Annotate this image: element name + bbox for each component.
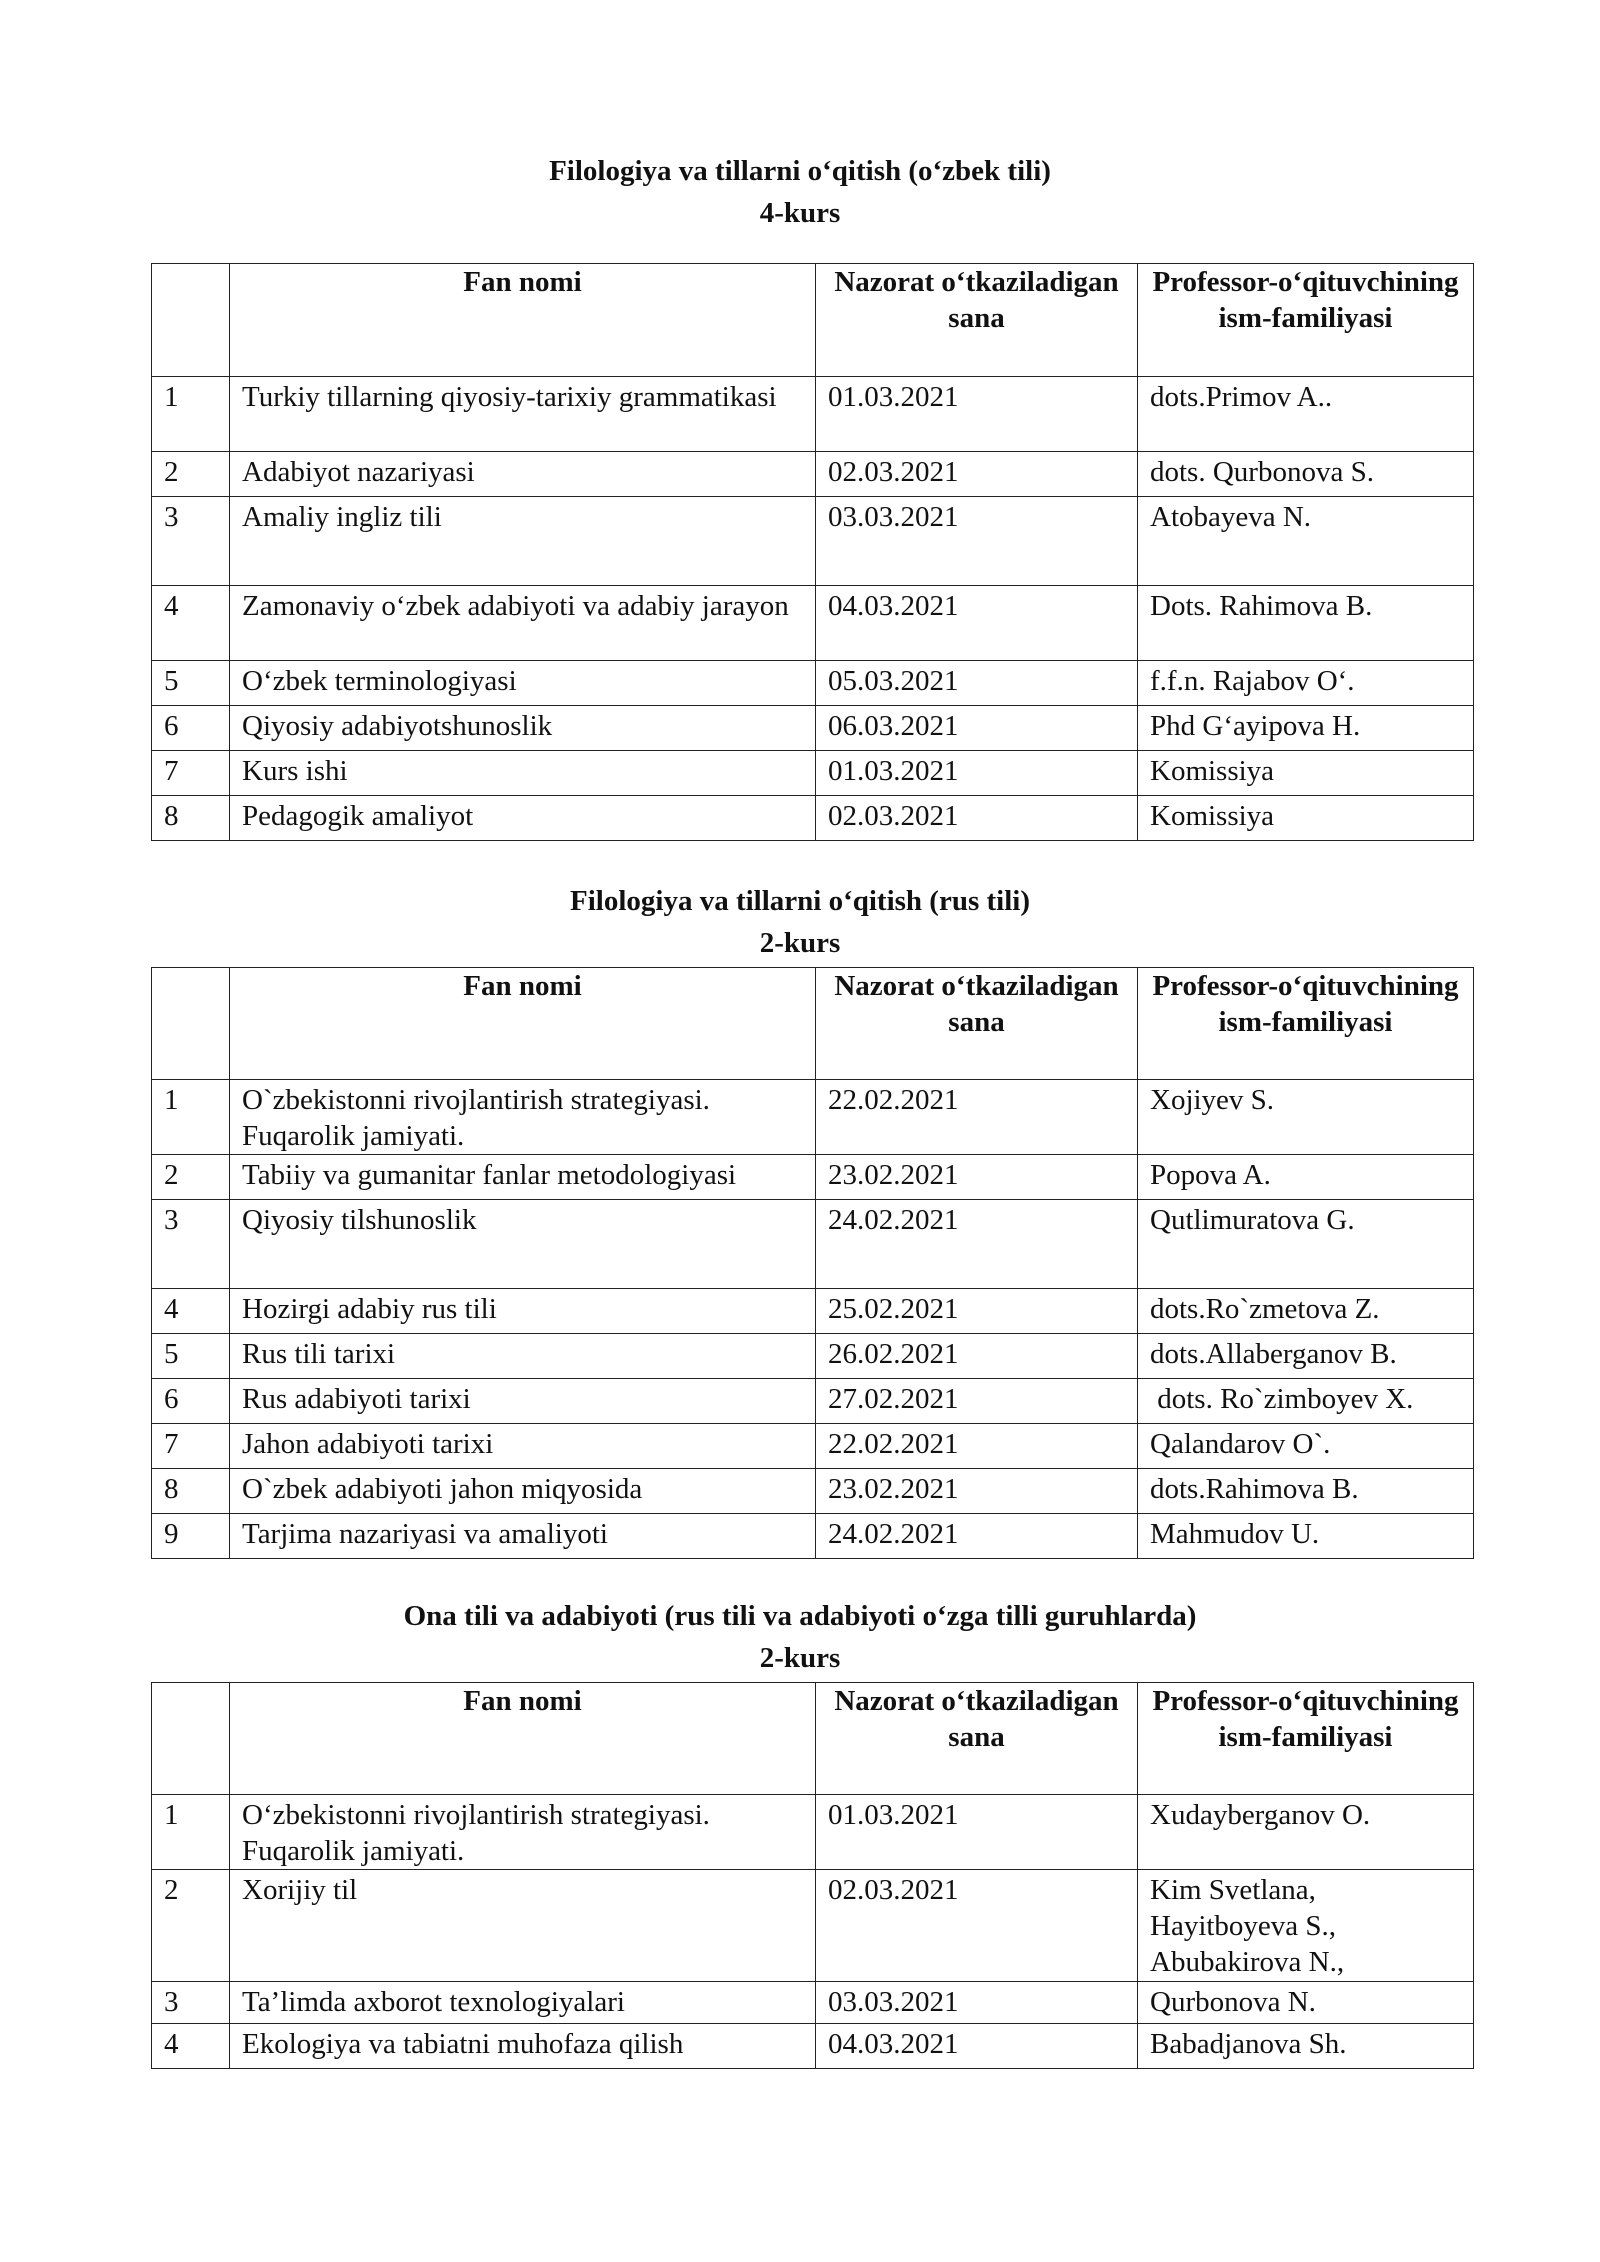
section-2-heading	[0, 880, 1600, 964]
header-date: Nazorat o‘tkaziladigan sana	[816, 968, 1138, 1080]
header-fan-nomi: Fan nomi	[230, 264, 816, 377]
table-row	[152, 2024, 1474, 2069]
header-num	[152, 1683, 230, 1795]
row-number: 4	[152, 2024, 230, 2069]
schedule-table-2	[151, 967, 1474, 1559]
table-header-row	[152, 264, 1474, 377]
subject-name: Ekologiya va tabiatni muhofaza qilish	[230, 2024, 816, 2069]
table-row	[152, 1982, 1474, 2024]
control-date: 23.02.2021	[816, 1469, 1138, 1514]
table-row	[152, 1514, 1474, 1559]
table-row	[152, 1289, 1474, 1334]
section-course: 4-kurs	[759, 197, 841, 229]
table-row	[152, 661, 1474, 706]
teacher-name: Komissiya	[1138, 751, 1474, 796]
header-fan-nomi: Fan nomi	[230, 968, 816, 1080]
section-1-heading	[0, 150, 1600, 234]
row-number: 8	[152, 796, 230, 841]
subject-name: O‘zbek terminologiyasi	[230, 661, 816, 706]
subject-name: O`zbekistonni rivojlantirish strategiyasi. Fuqarolik jamiyati.	[230, 1080, 816, 1155]
control-date: 04.03.2021	[816, 586, 1138, 661]
row-number: 6	[152, 706, 230, 751]
table-row	[152, 1424, 1474, 1469]
subject-name: Rus tili tarixi	[230, 1334, 816, 1379]
table-row	[152, 796, 1474, 841]
subject-name: Tabiiy va gumanitar fanlar metodologiyasi	[230, 1155, 816, 1200]
section-title: Filologiya va tillarni o‘qitish (rus tili)	[570, 885, 1030, 917]
teacher-name: Xudayberganov O.	[1138, 1795, 1474, 1870]
row-number: 5	[152, 1334, 230, 1379]
subject-name: O‘zbekistonni rivojlantirish strategiyasi. Fuqarolik jamiyati.	[230, 1795, 816, 1870]
subject-name: Adabiyot nazariyasi	[230, 452, 816, 497]
table-row	[152, 706, 1474, 751]
table-row	[152, 751, 1474, 796]
teacher-name: Dots. Rahimova B.	[1138, 586, 1474, 661]
table-row	[152, 1870, 1474, 1982]
row-number: 7	[152, 1424, 230, 1469]
teacher-name: Komissiya	[1138, 796, 1474, 841]
header-fan-nomi: Fan nomi	[230, 1683, 816, 1795]
teacher-name: Phd G‘ayipova H.	[1138, 706, 1474, 751]
header-num	[152, 264, 230, 377]
subject-name: Xorijiy til	[230, 1870, 816, 1982]
control-date: 01.03.2021	[816, 751, 1138, 796]
teacher-name: Qalandarov O`.	[1138, 1424, 1474, 1469]
teacher-name: Popova A.	[1138, 1155, 1474, 1200]
teacher-name: Kim Svetlana, Hayitboyeva S., Abubakirova N.,	[1138, 1870, 1474, 1982]
row-number: 7	[152, 751, 230, 796]
header-num	[152, 968, 230, 1080]
table-row	[152, 1469, 1474, 1514]
row-number: 1	[152, 1795, 230, 1870]
subject-name: O`zbek adabiyoti jahon miqyosida	[230, 1469, 816, 1514]
section-title: Ona tili va adabiyoti (rus tili va adabiyoti o‘zga tilli guruhlarda)	[403, 1600, 1197, 1632]
control-date: 26.02.2021	[816, 1334, 1138, 1379]
table-row	[152, 1379, 1474, 1424]
subject-name: Amaliy ingliz tili	[230, 497, 816, 586]
table-row	[152, 377, 1474, 452]
table-row	[152, 452, 1474, 497]
row-number: 9	[152, 1514, 230, 1559]
table-row	[152, 1334, 1474, 1379]
schedule-table-3	[151, 1682, 1474, 2069]
row-number: 3	[152, 1200, 230, 1289]
table-header-row	[152, 1683, 1474, 1795]
subject-name: Kurs ishi	[230, 751, 816, 796]
control-date: 02.03.2021	[816, 796, 1138, 841]
table-row	[152, 1795, 1474, 1870]
control-date: 25.02.2021	[816, 1289, 1138, 1334]
teacher-name: dots.Ro`zmetova Z.	[1138, 1289, 1474, 1334]
teacher-name: Babadjanova Sh.	[1138, 2024, 1474, 2069]
teacher-name: Mahmudov U.	[1138, 1514, 1474, 1559]
control-date: 24.02.2021	[816, 1514, 1138, 1559]
header-professor: Professor-o‘qituvchining ism-familiyasi	[1138, 264, 1474, 377]
teacher-name: Atobayeva N.	[1138, 497, 1474, 586]
header-professor: Professor-o‘qituvchining ism-familiyasi	[1138, 968, 1474, 1080]
teacher-name: Xojiyev S.	[1138, 1080, 1474, 1155]
subject-name: Qiyosiy tilshunoslik	[230, 1200, 816, 1289]
row-number: 4	[152, 586, 230, 661]
row-number: 8	[152, 1469, 230, 1514]
table-header-row	[152, 968, 1474, 1080]
control-date: 01.03.2021	[816, 377, 1138, 452]
table-row	[152, 1155, 1474, 1200]
control-date: 01.03.2021	[816, 1795, 1138, 1870]
subject-name: Zamonaviy o‘zbek adabiyoti va adabiy jarayon	[230, 586, 816, 661]
table-row	[152, 497, 1474, 586]
row-number: 1	[152, 1080, 230, 1155]
control-date: 02.03.2021	[816, 452, 1138, 497]
row-number: 1	[152, 377, 230, 452]
table-row	[152, 1200, 1474, 1289]
subject-name: Tarjima nazariyasi va amaliyoti	[230, 1514, 816, 1559]
control-date: 27.02.2021	[816, 1379, 1138, 1424]
subject-name: Qiyosiy adabiyotshunoslik	[230, 706, 816, 751]
section-3-heading	[0, 1595, 1600, 1679]
teacher-name: Qutlimuratova G.	[1138, 1200, 1474, 1289]
control-date: 24.02.2021	[816, 1200, 1138, 1289]
row-number: 2	[152, 452, 230, 497]
row-number: 6	[152, 1379, 230, 1424]
teacher-name: dots.Primov A..	[1138, 377, 1474, 452]
teacher-name: dots.Allaberganov B.	[1138, 1334, 1474, 1379]
row-number: 2	[152, 1870, 230, 1982]
teacher-name: dots.Rahimova B.	[1138, 1469, 1474, 1514]
section-course: 2-kurs	[759, 927, 841, 959]
control-date: 05.03.2021	[816, 661, 1138, 706]
section-course: 2-kurs	[759, 1642, 841, 1674]
teacher-name: dots. Ro`zimboyev X.	[1138, 1379, 1474, 1424]
subject-name: Hozirgi adabiy rus tili	[230, 1289, 816, 1334]
row-number: 3	[152, 1982, 230, 2024]
control-date: 22.02.2021	[816, 1080, 1138, 1155]
row-number: 5	[152, 661, 230, 706]
control-date: 22.02.2021	[816, 1424, 1138, 1469]
control-date: 23.02.2021	[816, 1155, 1138, 1200]
control-date: 03.03.2021	[816, 497, 1138, 586]
subject-name: Rus adabiyoti tarixi	[230, 1379, 816, 1424]
control-date: 03.03.2021	[816, 1982, 1138, 2024]
table-row	[152, 1080, 1474, 1155]
schedule-table-1	[151, 263, 1474, 841]
control-date: 04.03.2021	[816, 2024, 1138, 2069]
row-number: 3	[152, 497, 230, 586]
header-date: Nazorat o‘tkaziladigan sana	[816, 1683, 1138, 1795]
subject-name: Jahon adabiyoti tarixi	[230, 1424, 816, 1469]
subject-name: Turkiy tillarning qiyosiy-tarixiy grammatikasi	[230, 377, 816, 452]
subject-name: Pedagogik amaliyot	[230, 796, 816, 841]
header-date: Nazorat o‘tkaziladigan sana	[816, 264, 1138, 377]
header-professor: Professor-o‘qituvchining ism-familiyasi	[1138, 1683, 1474, 1795]
teacher-name: dots. Qurbonova S.	[1138, 452, 1474, 497]
teacher-name: f.f.n. Rajabov O‘.	[1138, 661, 1474, 706]
subject-name: Ta’limda axborot texnologiyalari	[230, 1982, 816, 2024]
teacher-name: Qurbonova N.	[1138, 1982, 1474, 2024]
control-date: 06.03.2021	[816, 706, 1138, 751]
row-number: 2	[152, 1155, 230, 1200]
table-row	[152, 586, 1474, 661]
section-title: Filologiya va tillarni o‘qitish (o‘zbek tili)	[549, 155, 1051, 187]
control-date: 02.03.2021	[816, 1870, 1138, 1982]
row-number: 4	[152, 1289, 230, 1334]
